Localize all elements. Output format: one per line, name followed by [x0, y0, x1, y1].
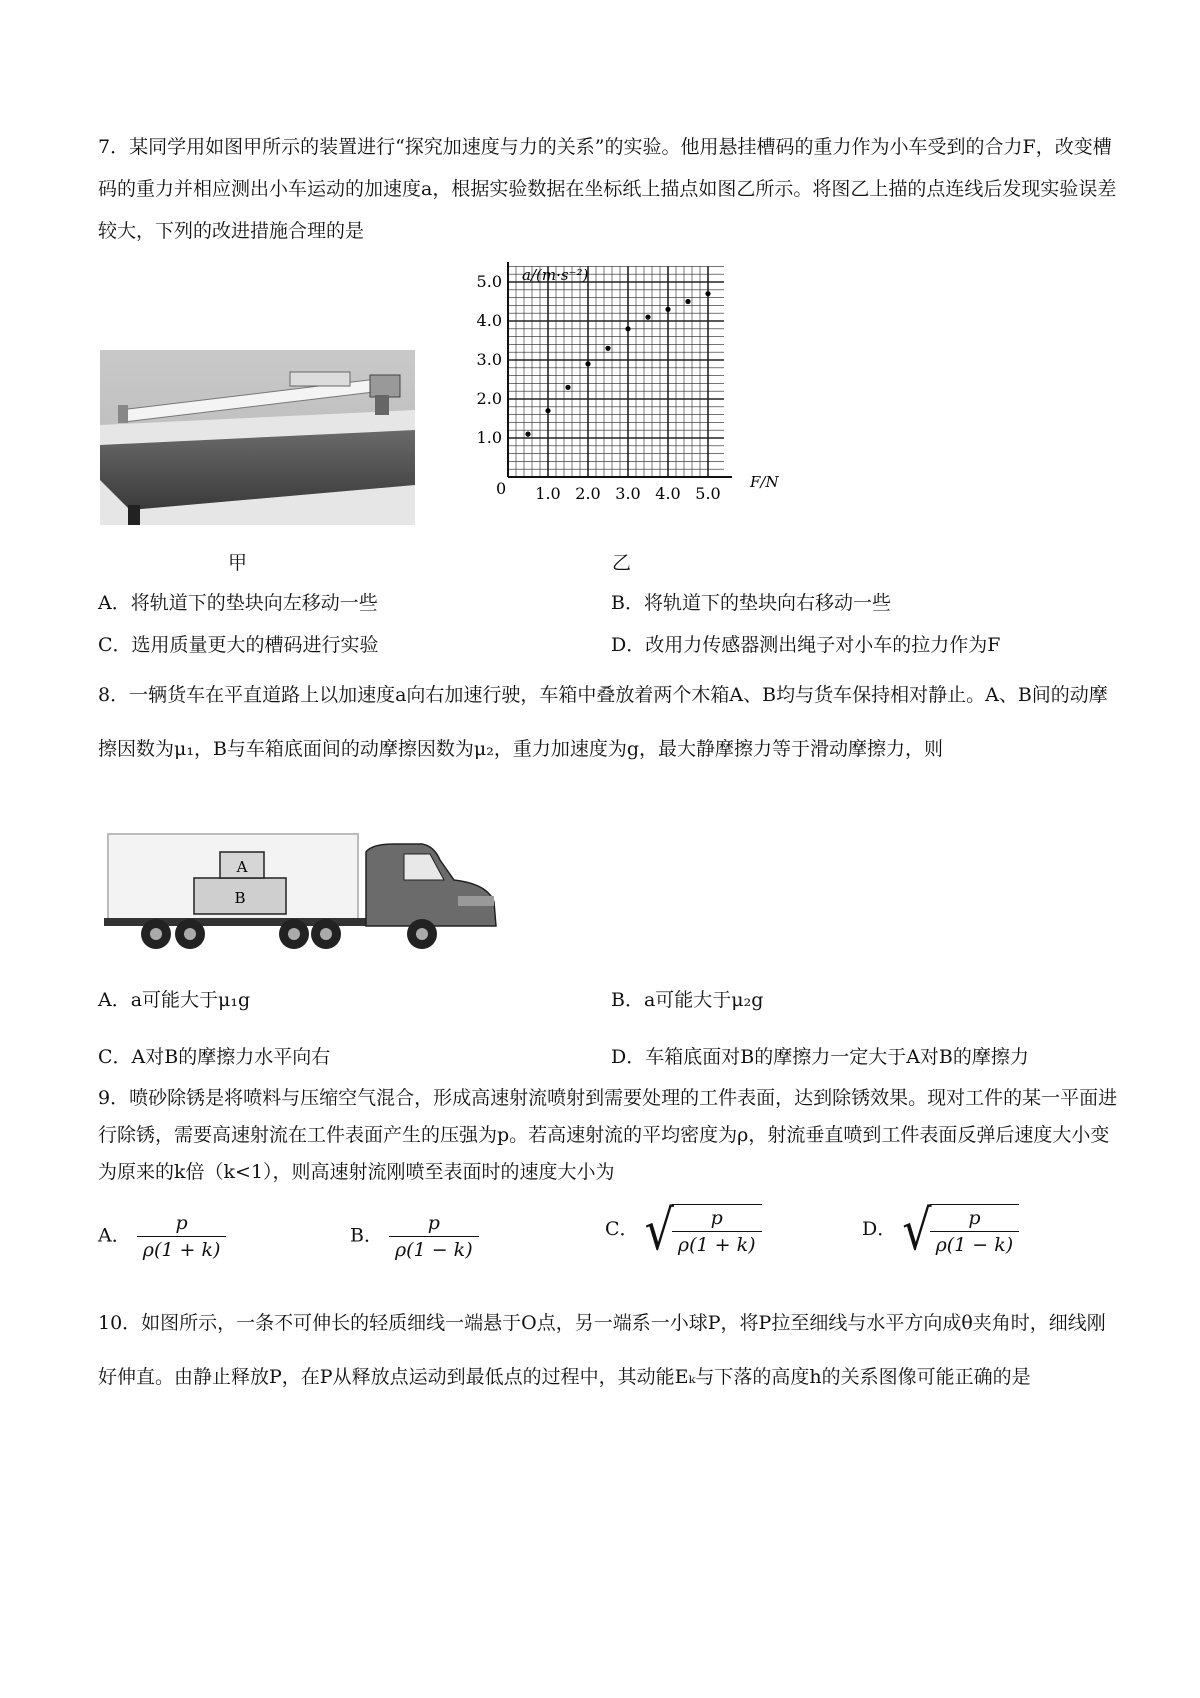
- q8-option-c: C．A对B的摩擦力水平向右: [98, 1046, 331, 1068]
- x-tick-label: 2.0: [575, 484, 601, 503]
- q7-option-d: D．改用力传感器测出绳子对小车的拉力作为F: [611, 634, 1001, 656]
- q7-option-b: B．将轨道下的垫块向右移动一些: [611, 592, 891, 614]
- x-tick-label: 1.0: [535, 484, 561, 503]
- q9-option-b-fraction: [389, 1212, 479, 1261]
- y-tick-label: 5.0: [476, 272, 502, 291]
- data-point: [625, 326, 630, 331]
- q7-option-a: A．将轨道下的垫块向左移动一些: [98, 592, 378, 614]
- data-point: [585, 361, 590, 366]
- x-axis-label: F/N: [750, 473, 779, 491]
- x-tick-label: 5.0: [695, 484, 721, 503]
- y-tick-label: 1.0: [476, 428, 502, 447]
- q9-option-a-label: A．: [98, 1224, 131, 1247]
- q9-option-a: [98, 1212, 226, 1261]
- data-point: [665, 307, 670, 312]
- q9-option-d: [862, 1197, 1019, 1263]
- q8-option-d: D．车箱底面对B的摩擦力一定大于A对B的摩擦力: [611, 1046, 1029, 1068]
- box-b-label: B: [234, 889, 246, 907]
- q9-option-d-denominator: ρ(1 − k): [930, 1231, 1020, 1256]
- q9-option-a-fraction: [137, 1212, 227, 1261]
- origin-label: 0: [496, 479, 507, 498]
- x-tick-label: 4.0: [655, 484, 681, 503]
- figure-a-label: 甲: [228, 552, 248, 574]
- q9-option-d-numerator: p: [968, 1207, 981, 1229]
- data-point: [605, 346, 610, 351]
- q9-option-c-label: C．: [605, 1218, 639, 1240]
- q9-option-c: [605, 1197, 762, 1263]
- q9-option-d-sqrt: [902, 1197, 1019, 1263]
- box-a-label: A: [236, 858, 248, 876]
- data-point: [565, 385, 570, 390]
- figure-b-label: 乙: [612, 552, 632, 574]
- radical-sign-icon: √: [902, 1197, 932, 1263]
- q9-option-a-numerator: p: [175, 1212, 188, 1234]
- question-7-text: 7．某同学用如图甲所示的装置进行“探究加速度与力的关系”的实验。他用悬挂槽码的重力作为小车受到的合力F，改变槽码的重力并相应测出小车运动的加速度a，根据实验数据在坐标纸上描点如图乙所示。将图乙上描的点连线后发现实验误差较大，下列的改进措施合理的是: [98, 136, 1117, 242]
- apparatus-photo: [100, 350, 415, 525]
- radical-sign-icon: √: [644, 1197, 674, 1263]
- q9-option-d-label: D．: [862, 1218, 897, 1240]
- q9-option-c-sqrt: [644, 1197, 762, 1263]
- q8-option-a: A．a可能大于μ₁g: [98, 989, 251, 1011]
- y-tick-label: 3.0: [476, 350, 502, 369]
- q9-option-a-denominator: ρ(1 + k): [137, 1236, 227, 1261]
- y-tick-label: 2.0: [476, 389, 502, 408]
- y-tick-label: 4.0: [476, 311, 502, 330]
- question-9-text: 9．喷砂除锈是将喷料与压缩空气混合，形成高速射流喷射到需要处理的工件表面，达到除锈效果。现对工件的某一平面进行除锈，需要高速射流在工件表面产生的压强为p。若高速射流的平均密度为ρ，射流垂直喷到工件表面反弹后速度大小变为原来的k倍（k<1），则高速射流刚喷至表面时的速度大小为: [98, 1087, 1118, 1183]
- q8-option-b: B．a可能大于μ₂g: [611, 989, 764, 1011]
- data-point: [705, 291, 710, 296]
- question-8-text: 8．一辆货车在平直道路上以加速度a向右加速行驶，车箱中叠放着两个木箱A、B均与货车保持相对静止。A、B间的动摩擦因数为μ₁，B与车箱底面间的动摩擦因数为μ₂，重力加速度为g，最大静摩擦力等于滑动摩擦力，则: [98, 684, 1108, 760]
- q9-option-b-denominator: ρ(1 − k): [389, 1236, 479, 1261]
- x-tick-label: 3.0: [615, 484, 641, 503]
- data-point: [545, 408, 550, 413]
- q9-option-c-denominator: ρ(1 + k): [672, 1231, 762, 1256]
- truck-figure: [104, 830, 499, 952]
- question-10-text: 10．如图所示，一条不可伸长的轻质细线一端悬于O点，另一端系一小球P，将P拉至细线与水平方向成θ夹角时，细线刚好伸直。由静止释放P，在P从释放点运动到最低点的过程中，其动能Eₖ与下落的高度h的关系图像可能正确的是: [98, 1312, 1106, 1388]
- chart-svg: [470, 262, 790, 532]
- data-point: [645, 315, 650, 320]
- acceleration-force-chart: [470, 262, 790, 532]
- data-point: [525, 432, 530, 437]
- data-point: [685, 299, 690, 304]
- q9-option-c-numerator: p: [710, 1207, 723, 1229]
- q7-option-c: C．选用质量更大的槽码进行实验: [98, 634, 379, 656]
- y-axis-label: a/(m·s⁻²): [522, 266, 589, 284]
- q9-option-b-label: B．: [350, 1224, 383, 1247]
- q9-option-b-numerator: p: [427, 1212, 440, 1234]
- q9-option-b: [350, 1212, 479, 1261]
